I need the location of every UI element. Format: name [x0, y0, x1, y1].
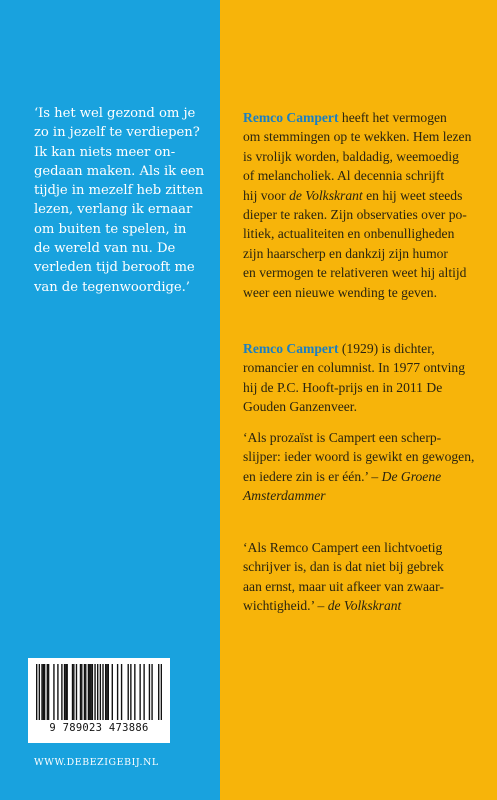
- barcode-bar: [48, 664, 49, 720]
- barcode-bar: [84, 664, 85, 720]
- barcode-bar: [47, 664, 48, 720]
- quote-line: zo in jezelf te verdiepen?: [34, 125, 200, 141]
- quote-line: gedaan maken. Als ik een: [34, 163, 205, 179]
- barcode-bar: [158, 664, 159, 720]
- barcode-bar: [112, 664, 113, 720]
- barcode-bar: [53, 664, 54, 720]
- publisher-website: WWW.DEBEZIGEBIJ.NL: [34, 757, 159, 768]
- barcode-bar: [121, 664, 122, 720]
- barcode-bar: [94, 664, 95, 720]
- quote-line: de wereld van nu. De: [34, 241, 176, 257]
- barcode-bar: [108, 664, 109, 720]
- barcode-bar: [128, 664, 129, 720]
- barcode-bar: [61, 664, 62, 720]
- barcode-bar: [39, 664, 40, 720]
- barcode-bar: [92, 664, 93, 720]
- review-volkskrant: ‘Als Remco Campert een lichtvoetig schrijver is, dan is dat niet bij gebrek aan ernst, maar uit afkeer van zwaar- wichtigheid.’ – de Volkskrant: [243, 540, 444, 614]
- barcode-bar: [97, 664, 98, 720]
- barcode-bar: [151, 664, 152, 720]
- barcode-bar: [102, 664, 103, 720]
- author-description: Remco Campert heeft het vermogen om stemmingen op te wekken. Hem lezen is vrolijk worden, baldadig, weemoedig of melancholiek. Al decennia schrijft hij voor de Volkskrant en hij weet steeds dieper te raken. Zijn observaties over po- litiek, actualiteiten en onbenulligheden zijn haarscherp en dankzij zijn humor en vermogen te relativeren weet hij altijd weer een nieuwe wending te geven.: [243, 110, 472, 300]
- barcode-bars: [36, 664, 162, 720]
- barcode-bar: [85, 664, 86, 720]
- quote-line: lezen, verlang ik ernaar: [34, 202, 193, 218]
- quote-line: verleden tijd berooft me: [34, 260, 195, 276]
- barcode-bar: [67, 664, 68, 720]
- newspaper-name: de Volkskrant: [289, 187, 363, 203]
- barcode-bar: [105, 664, 106, 720]
- barcode-bar: [149, 664, 150, 720]
- barcode-bar: [73, 664, 74, 720]
- back-cover-quote: [34, 104, 216, 297]
- barcode-bar: [90, 664, 91, 720]
- quote-line: Ik kan niets meer on-: [34, 144, 176, 160]
- barcode-bar: [36, 664, 37, 720]
- barcode-bar: [130, 664, 131, 720]
- barcode-bar: [57, 664, 58, 720]
- newspaper-name-review: de Volkskrant: [327, 598, 402, 614]
- review-groene: ‘Als prozaïst is Campert een scherp- slijper: ieder woord is gewikt en gewogen, en iedere zin is er één.’ – De Groene Amsterdammer: [243, 430, 475, 504]
- barcode-bar: [65, 664, 66, 720]
- barcode-bar: [117, 664, 118, 720]
- isbn-number: 9 789023 473886: [49, 722, 149, 734]
- barcode-bar: [81, 664, 82, 720]
- author-bio: Remco Campert (1929) is dichter, romancier en columnist. In 1977 ontving hij de P.C. Hooft-prijs en in 2011 De Gouden Ganzenveer.: [243, 341, 465, 415]
- barcode-bar: [161, 664, 162, 720]
- author-name-bio: Remco Campert: [243, 341, 339, 356]
- barcode-bar: [80, 664, 81, 720]
- barcode-bar: [43, 664, 44, 720]
- barcode-bar: [100, 664, 101, 720]
- barcode-bar: [76, 664, 77, 720]
- barcode-bar: [143, 664, 144, 720]
- barcode-bar: [89, 664, 90, 720]
- barcode-bar: [64, 664, 65, 720]
- quote-line: ‘Is het wel gezond om je: [34, 106, 196, 121]
- quote-line: tijdje in mezelf heb zitten: [34, 183, 204, 199]
- barcode-bar: [41, 664, 42, 720]
- author-name: Remco Campert: [243, 110, 339, 125]
- barcode-bar: [44, 664, 45, 720]
- barcode-bar: [88, 664, 89, 720]
- quote-line: om buiten te spelen, in: [34, 221, 187, 237]
- isbn-barcode: [28, 658, 170, 743]
- barcode-bar: [72, 664, 73, 720]
- barcode-bar: [106, 664, 107, 720]
- barcode-bar: [139, 664, 140, 720]
- quote-line: van de tegenwoordige.’: [34, 279, 190, 295]
- barcode-bar: [134, 664, 135, 720]
